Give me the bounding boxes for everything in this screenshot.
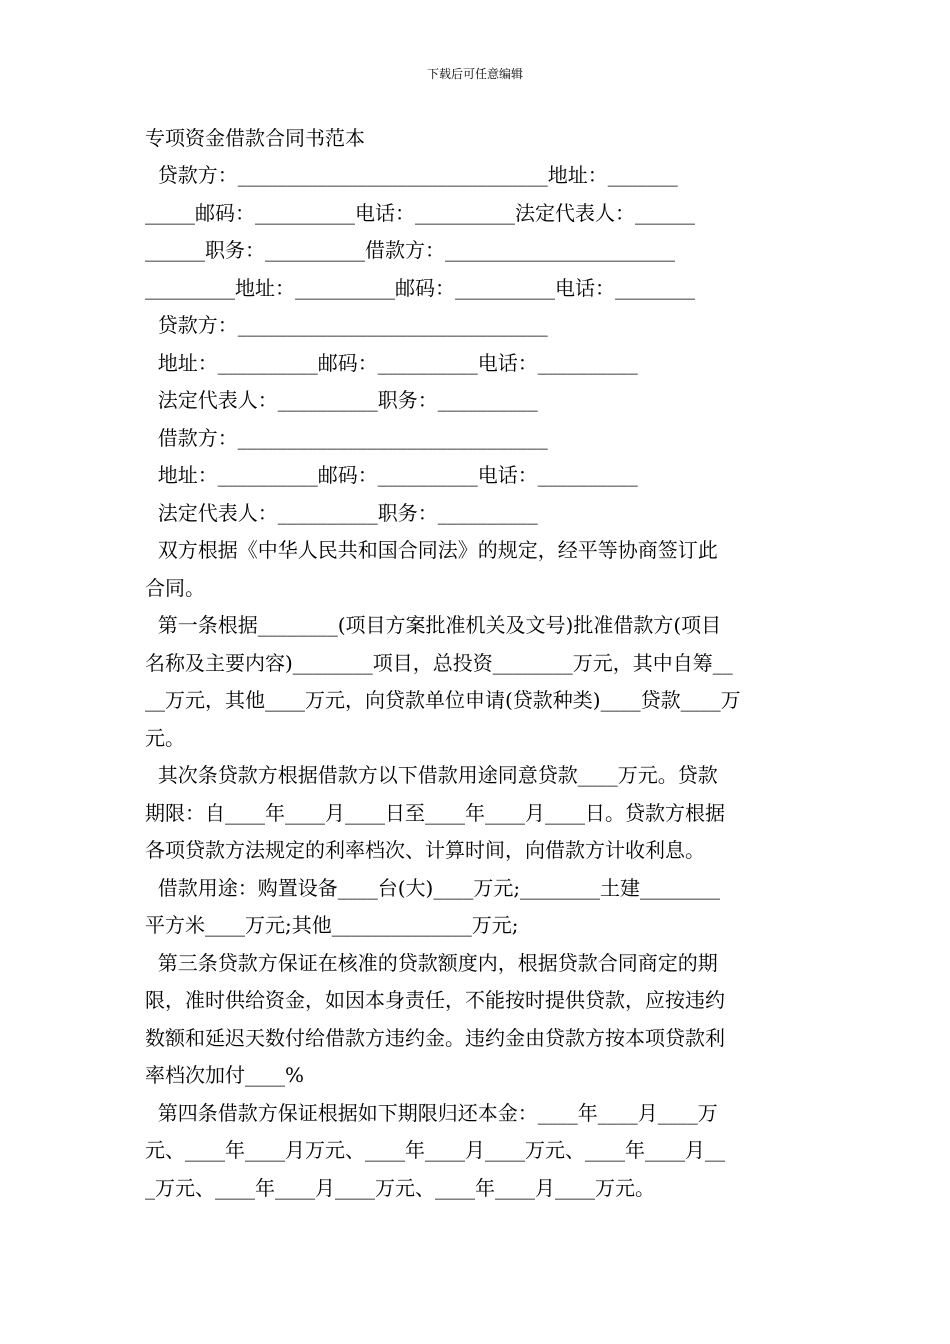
party-line: _____邮码：__________电话：__________法定代表人：______ — [145, 200, 695, 225]
party-line: ______职务：__________借款方：_______________________ — [145, 238, 675, 262]
article-2 — [145, 757, 810, 870]
paragraph-line: 元。 — [145, 725, 185, 750]
paragraph-line: __万元，其他____万元，向贷款单位申请(贷款种类)____贷款____万 — [145, 688, 741, 712]
party-line: _________地址：__________邮码：__________电话：________ — [145, 275, 695, 300]
paragraph-line: 双方根据《中华人民共和国合同法》的规定，经平等协商签订此 — [145, 538, 718, 562]
document-title: 专项资金借款合同书范本 — [145, 126, 365, 150]
article-1 — [145, 607, 810, 757]
party-line: 地址：__________邮码：__________电话：__________ — [145, 463, 638, 487]
header-note: 下载后可任意编辑 — [426, 67, 523, 81]
paragraph-line: 第四条借款方保证根据如下期限归还本金：____年____月____万 — [145, 1100, 718, 1125]
paragraph-line: 数额和延迟天数付给借款方违约金。违约金由贷款方按本项贷款利 — [145, 1025, 725, 1050]
paragraph-line: 元、____年____月万元、____年____月____万元、____年____月__ — [145, 1138, 725, 1162]
paragraph-line: 名称及主要内容)________项目，总投资________万元，其中自筹__ — [145, 650, 733, 675]
party-line: 贷款方：_______________________________ — [145, 313, 548, 337]
paragraph-line: 率档次加付____% — [145, 1063, 305, 1087]
paragraph-preamble — [145, 532, 810, 607]
paragraph-line: 其次条贷款方根据借款方以下借款用途同意贷款____万元。贷款 — [145, 763, 718, 787]
party-info-block — [145, 157, 810, 532]
article-4 — [145, 1095, 810, 1208]
paragraph-line: 限，准时供给资金，如因本身责任，不能按时提供贷款，应按违约 — [145, 988, 725, 1012]
paragraph-line: 期限：自____年____月____日至____年____月____日。贷款方根据 — [145, 800, 725, 825]
loan-purpose — [145, 870, 810, 945]
party-line: 法定代表人：__________职务：__________ — [145, 388, 538, 412]
document-body — [145, 120, 810, 1207]
article-3 — [145, 945, 810, 1095]
party-line: 法定代表人：__________职务：__________ — [145, 500, 538, 525]
paragraph-line: 第三条贷款方保证在核准的贷款额度内，根据贷款合同商定的期 — [145, 950, 718, 975]
party-line: 地址：__________邮码：__________电话：__________ — [145, 350, 638, 375]
party-line: 借款方：_______________________________ — [145, 425, 548, 450]
paragraph-line: 合同。 — [145, 575, 205, 600]
paragraph-line: 平方米____万元;其他______________万元; — [145, 913, 519, 937]
party-line: 贷款方：_______________________________地址：_______ — [145, 163, 678, 187]
paragraph-line: 第一条根据________(项目方案批准机关及文号)批准借款方(项目 — [145, 613, 722, 637]
paragraph-line: 借款用途：购置设备____台(大)____万元;________土建________ — [145, 875, 721, 900]
paragraph-line: _万元、____年____月____万元、____年____月____万元。 — [145, 1175, 655, 1200]
paragraph-line: 各项贷款方法规定的利率档次、计算时间，向借款方计收利息。 — [145, 838, 705, 862]
